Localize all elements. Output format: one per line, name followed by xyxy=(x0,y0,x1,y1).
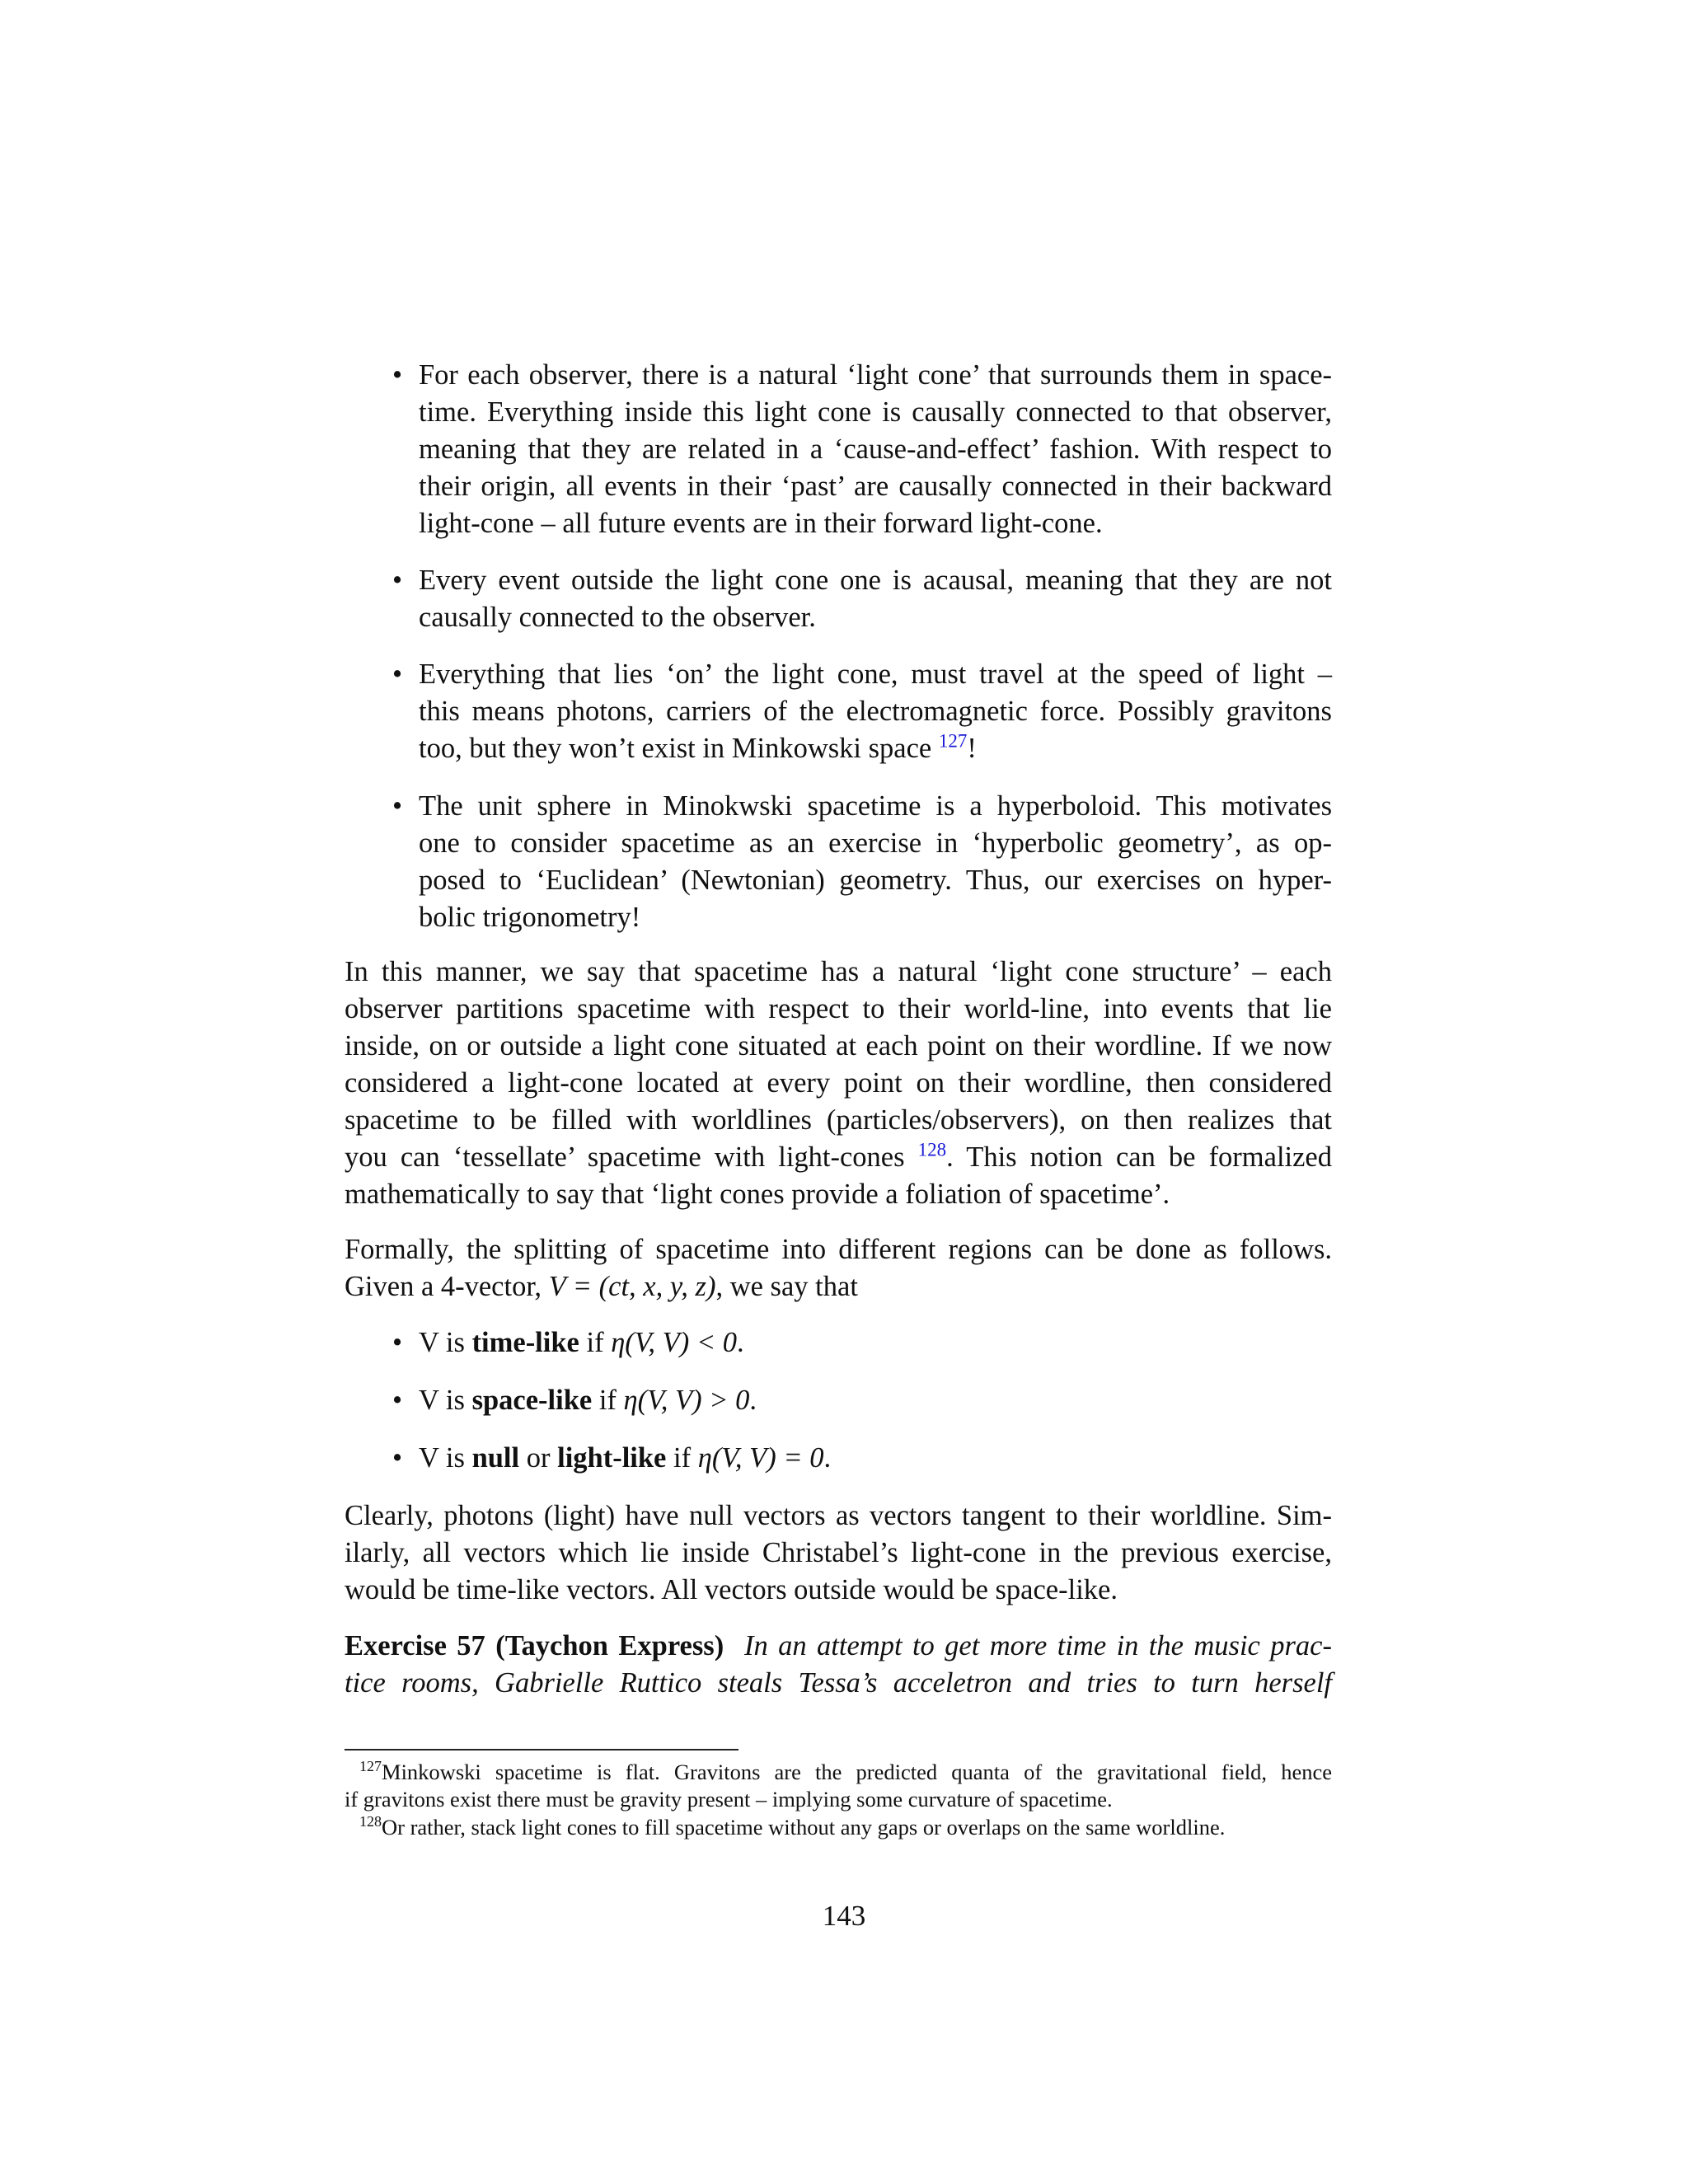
text-line: considered a light-cone located at every point on their wordline, then considered xyxy=(345,1067,1332,1099)
term-null: null xyxy=(471,1442,520,1474)
text-span: you can ‘tessellate’ spacetime with light-cones xyxy=(345,1141,918,1173)
text-span: if xyxy=(666,1442,698,1474)
text-line: observer partitions spacetime with respect to their world-line, into events that lie xyxy=(345,993,1332,1024)
text-span: Or rather, stack light cones to fill spacetime without any gaps or overlaps on the same worldline. xyxy=(382,1815,1226,1840)
text-line: mathematically to say that ‘light cones provide a foliation of spacetime’. xyxy=(345,1179,1170,1210)
bullet-marker: • xyxy=(392,658,403,690)
footnote-divider xyxy=(345,1749,738,1750)
text-line xyxy=(345,1139,1332,1176)
text-span: if xyxy=(592,1385,624,1416)
bullet-item-hyperboloid xyxy=(419,788,1332,936)
text-line: meaning that they are related in a ‘cause-and-effect’ fashion. With respect to xyxy=(419,434,1332,465)
footnote-number: 127 xyxy=(359,1758,382,1775)
text-line xyxy=(345,1628,1332,1665)
text-line: Everything that lies ‘on’ the light cone, must travel at the speed of light – xyxy=(419,658,1332,690)
text-span: . This notion can be formalized xyxy=(946,1141,1332,1173)
text-line: time. Everything inside this light cone is causally connected to that observer, xyxy=(419,396,1332,428)
text-span: , we say that xyxy=(715,1271,858,1302)
text-span: V is xyxy=(419,1385,472,1416)
text-line: would be time-like vectors. All vectors outside would be space-like. xyxy=(345,1574,1118,1605)
bullet-item-space-like xyxy=(419,1382,1332,1419)
exercise-text: tice rooms, Gabrielle Ruttico steals Tessa’s acceletron and tries to turn herself xyxy=(345,1667,1332,1699)
bullet-marker: • xyxy=(392,790,403,822)
page-number: 143 xyxy=(822,1900,866,1932)
text-line xyxy=(345,1759,1332,1786)
text-line xyxy=(419,730,1332,767)
text-line: causally connected to the observer. xyxy=(419,602,816,633)
paragraph-formal-splitting xyxy=(345,1231,1332,1305)
exercise-title: Exercise 57 (Taychon Express) xyxy=(345,1630,724,1661)
math-condition: η(V, V) = 0 xyxy=(697,1442,824,1474)
text-line: light-cone – all future events are in their forward light-cone. xyxy=(419,508,1103,539)
bullet-item-light-cone xyxy=(419,357,1332,542)
text-line xyxy=(345,1814,1332,1841)
exercise-text: In an attempt to get more time in the music prac- xyxy=(744,1630,1332,1661)
text-span: too, but they won’t exist in Minkowski space xyxy=(419,733,939,764)
footnote-link-128[interactable]: 128 xyxy=(917,1139,947,1160)
exercise-57 xyxy=(345,1628,1332,1702)
text-line: one to consider spacetime as an exercise in ‘hyperbolic geometry’, as op- xyxy=(419,827,1332,859)
text-span: ! xyxy=(967,733,977,764)
text-line: The unit sphere in Minokwski spacetime is a hyperboloid. This motivates xyxy=(419,790,1332,822)
text-span: V is xyxy=(419,1442,472,1474)
text-span: Minkowski spacetime is flat. Gravitons are the predicted quanta of the gravitational field, hence xyxy=(382,1760,1332,1784)
term-light-like: light-like xyxy=(557,1442,667,1474)
bullet-item-null xyxy=(419,1440,1332,1477)
text-line: bolic trigonometry! xyxy=(419,902,641,933)
text-line: spacetime to be filled with worldlines (particles/observers), on then realizes that xyxy=(345,1104,1332,1136)
bullet-item-acausal xyxy=(419,562,1332,636)
text-line: Every event outside the light cone one is acausal, meaning that they are not xyxy=(419,565,1332,596)
paragraph-photons-null xyxy=(345,1497,1332,1609)
text-span: if xyxy=(579,1327,612,1358)
bullet-marker: • xyxy=(392,1442,403,1474)
text-span: . xyxy=(749,1385,757,1416)
text-line xyxy=(345,1665,1332,1702)
text-line: this means photons, carriers of the electromagnetic force. Possibly gravitons xyxy=(419,696,1332,727)
paragraph-light-cone-structure xyxy=(345,954,1332,1213)
text-span: . xyxy=(737,1327,744,1358)
bullet-item-on-cone xyxy=(419,656,1332,767)
text-line: if gravitons exist there must be gravity present – implying some curvature of spacetime. xyxy=(345,1787,1113,1811)
text-line: Formally, the splitting of spacetime into different regions can be done as follows. xyxy=(345,1234,1332,1265)
text-line: ilarly, all vectors which lie inside Christabel’s light-cone in the previous exercise, xyxy=(345,1537,1332,1568)
term-space-like: space-like xyxy=(471,1385,593,1416)
bullet-marker: • xyxy=(392,565,403,596)
bullet-item-time-like xyxy=(419,1324,1332,1361)
bullet-marker: • xyxy=(392,359,403,391)
text-line: inside, on or outside a light cone situated at each point on their wordline. If we now xyxy=(345,1030,1332,1062)
text-line: Clearly, photons (light) have null vectors as vectors tangent to their worldline. Sim- xyxy=(345,1500,1332,1531)
text-line: In this manner, we say that spacetime has a natural ‘light cone structure’ – each xyxy=(345,956,1332,987)
footnote-128 xyxy=(345,1814,1332,1841)
bullet-marker: • xyxy=(392,1385,403,1416)
math-condition: η(V, V) < 0 xyxy=(611,1327,738,1358)
math-four-vector: V = (ct, x, y, z) xyxy=(548,1271,716,1302)
text-line: posed to ‘Euclidean’ (Newtonian) geometry. Thus, our exercises on hyper- xyxy=(419,865,1332,896)
text-span: Given a 4-vector, xyxy=(345,1271,549,1302)
text-span: . xyxy=(823,1442,832,1474)
text-span: V is xyxy=(419,1327,472,1358)
footnote-number: 128 xyxy=(359,1813,382,1830)
text-line: For each observer, there is a natural ‘light cone’ that surrounds them in space- xyxy=(419,359,1332,391)
footnote-link-127[interactable]: 127 xyxy=(938,730,968,752)
math-condition: η(V, V) > 0 xyxy=(623,1385,750,1416)
term-time-like: time-like xyxy=(471,1327,579,1358)
text-line xyxy=(345,1268,1332,1305)
text-line: their origin, all events in their ‘past’ are causally connected in their backward xyxy=(419,471,1332,502)
footnote-127 xyxy=(345,1759,1332,1813)
bullet-marker: • xyxy=(392,1327,403,1358)
text-span: or xyxy=(519,1442,558,1474)
